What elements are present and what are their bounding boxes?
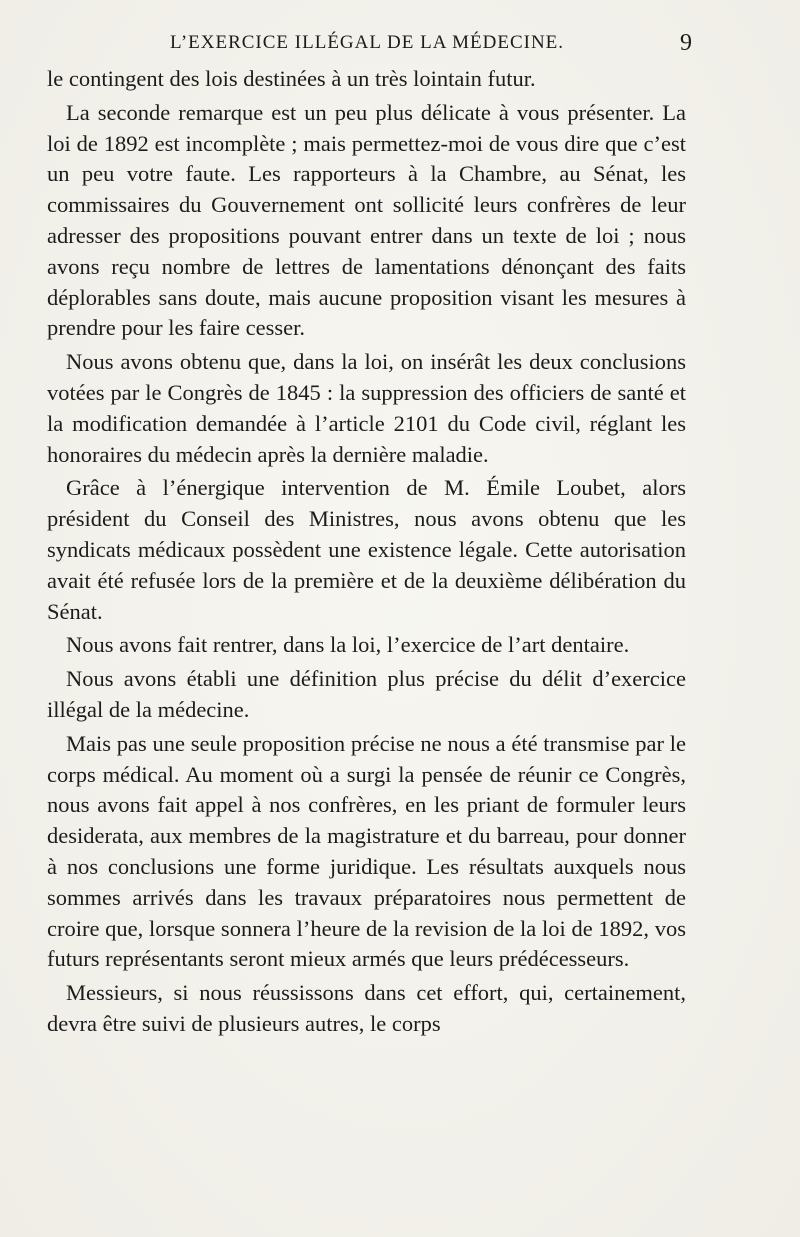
paragraph-aucune-proposition: Mais pas une seule proposition précise ne nous a été transmise par le corps médical. Au moment où a surgi la pensée de réunir ce Congrès, nous avons fait appel à nos confrères, en les priant de formuler leurs desiderata, aux membres de la magistrature et du barreau, pour donner à nos conclusions une forme juridique. Les résultats auxquels nous sommes arrivés dans les travaux préparatoires nous permettent de croire que, lorsque sonnera l’heure de la revision de la loi de 1892, vos futurs représentants seront mieux armés que leurs prédécesseurs.	[47, 730, 686, 972]
paragraph-seconde-remarque: La seconde remarque est un peu plus délicate à vous présenter. La loi de 1892 est incomplète ; mais permettez-moi de vous dire que c’est un peu votre faute. Les rapporteurs à la Chambre, au Sénat, les commissaires du Gouvernement ont sollicité leurs confrères de leur adresser des propositions pouvant entrer dans un texte de loi ; nous avons reçu nombre de lettres de lamentations dénonçant des faits déplorables sans doute, mais aucune proposition visant les mesures à prendre pour les faire cesser.	[47, 99, 686, 341]
paragraph-messieurs: Messieurs, si nous réussissons dans cet effort, qui, certainement, devra être suivi de plusieurs autres, le corps	[47, 980, 686, 1036]
paragraph-syndicats: Grâce à l’énergique intervention de M. Émile Loubet, alors président du Conseil des Ministres, nous avons obtenu que les syndicats médicaux possèdent une existence légale. Cette autorisation avait été refusée lors de la première et de la deuxième délibération du Sénat.	[47, 475, 686, 624]
paragraph-conclusions-1845: Nous avons obtenu que, dans la loi, on insérât les deux conclusions votées par le Congrès de 1845 : la suppression des officiers de santé et la modification demandée à l’article 2101 du Code civil, réglant les honoraires du médecin après la dernière maladie.	[47, 349, 686, 467]
page-number: 9	[680, 30, 692, 56]
running-head	[48, 30, 692, 56]
running-title: L’EXERCICE ILLÉGAL DE LA MÉDECINE.	[169, 32, 565, 53]
paragraph-definition-delit: Nous avons établi une définition plus précise du délit d’exercice illégal de la médecine.	[47, 666, 686, 722]
body-text	[47, 64, 686, 1043]
paragraph-continuation: le contingent des lois destinées à un très lointain futur.	[47, 66, 536, 91]
paragraph-art-dentaire: Nous avons fait rentrer, dans la loi, l’exercice de l’art dentaire.	[66, 632, 630, 658]
